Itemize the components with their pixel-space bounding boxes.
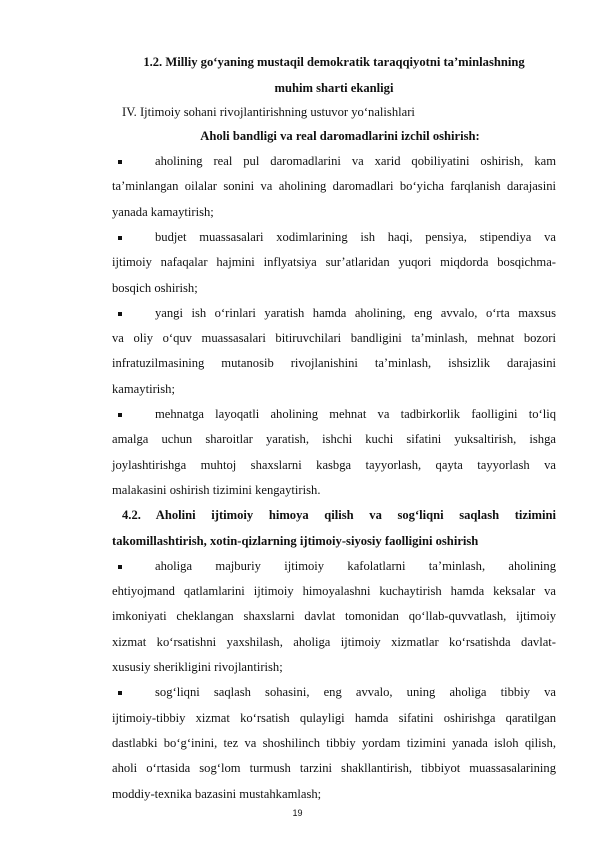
paragraph-first-line: aholining real pul daromadlarini va xarid qobiliyatini oshirish, kam <box>155 154 556 168</box>
bullet-marker <box>118 160 122 164</box>
paragraph-line: va oliy o‘quv muassasalari bitiruvchilari bandligini ta’minlash, mehnat bozori <box>112 331 556 346</box>
paragraph-first-line: 4.2. Aholini ijtimoiy himoya qilish va sog‘liqni saqlash tizimini <box>122 508 556 523</box>
subheading: Aholi bandligi va real daromadlarini izchil oshirish: <box>200 129 480 143</box>
paragraph-line: xususiy sherikligini rivojlantirish; <box>112 660 283 674</box>
paragraph-line: ta’minlangan oilalar sonini va aholining daromadlari bo‘yicha farqlanish darajasini <box>112 179 556 194</box>
paragraph-line: imkoniyati cheklangan shaxslarni davlat tomonidan qo‘llab-quvvatlash, ijtimoiy <box>112 609 556 624</box>
paragraph-first-line: budjet muassasalari xodimlarining ish haqi, pensiya, stipendiya va <box>155 229 556 244</box>
paragraph-line: aholi o‘rtasida sog‘lom turmush tarzini shakllantirish, tibbiyot muassasalarining <box>112 761 556 776</box>
bullet-marker <box>118 312 122 316</box>
paragraph-line: bosqich oshirish; <box>112 280 198 295</box>
paragraph-first-line: yangi ish o‘rinlari yaratish hamda aholining, eng avvalo, o‘rta maxsus <box>155 305 556 320</box>
paragraph-line: dastlabki bo‘g‘inini, tez va shoshilinch tibbiy yordam tizimini yanada isloh qilish, <box>112 735 556 750</box>
paragraph-first-line: sog‘liqni saqlash sohasini, eng avvalo, uning aholiga tibbiy va <box>155 685 556 700</box>
paragraph-line: kamaytirish; <box>112 381 175 396</box>
bullet-marker <box>118 413 122 417</box>
paragraph-line: takomillashtirish, xotin-qizlarning ijtimoiy-siyosiy faolligini oshirish <box>112 533 479 548</box>
paragraph-line: joylashtirishga muhtoj shaxslarni kasbga tayyorlash, qayta tayyorlash va <box>112 457 556 472</box>
paragraph-line: infratuzilmasining mutanosib rivojlanishini ta’minlash, ishsizlik darajasini <box>112 356 556 371</box>
paragraph-line: malakasini oshirish tizimini kengaytirish. <box>112 482 321 497</box>
paragraph-first-line: mehnatga layoqatli aholining mehnat va tadbirkorlik faolligini to‘liq <box>155 407 556 421</box>
paragraph-line: ehtiyojmand qatlamlarini ijtimoiy himoyalashni kuchaytirish hamda keksalar va <box>112 584 556 599</box>
paragraph-line: moddiy-texnika bazasini mustahkamlash; <box>112 786 322 801</box>
section-title: IV. Ijtimoiy sohani rivojlantirishning ustuvor yo‘nalishlari <box>122 105 415 119</box>
paragraph-line: ijtimoiy-tibbiy xizmat ko‘rsatish qulayligi hamda sifatini oshirishga qaratilgan <box>112 710 556 725</box>
page-number: 19 <box>292 808 303 818</box>
heading-line-2: muhim sharti ekanligi <box>274 81 394 95</box>
paragraph-line: amalga uchun sharoitlar yaratish, ishchi kuchi sifatini yuksaltirish, ishga <box>112 432 556 447</box>
bullet-marker <box>118 565 122 569</box>
paragraph-line: ijtimoiy nafaqalar hajmini inflyatsiya sur’atlaridan yuqori miqdorda bosqichma- <box>112 255 556 270</box>
bullet-marker <box>118 691 122 695</box>
paragraph-line: yanada kamaytirish; <box>112 204 214 219</box>
paragraph-first-line: aholiga majburiy ijtimoiy kafolatlarni ta’minlash, aholining <box>155 558 556 573</box>
heading-line-1: 1.2. Milliy go‘yaning mustaqil demokratik taraqqiyotni ta’minlashning <box>143 55 525 69</box>
bullet-marker <box>118 236 122 240</box>
paragraph-line: xizmat ko‘rsatishni yaxshilash, aholiga ijtimoiy xizmatlar ko‘rsatishda davlat- <box>112 634 556 649</box>
